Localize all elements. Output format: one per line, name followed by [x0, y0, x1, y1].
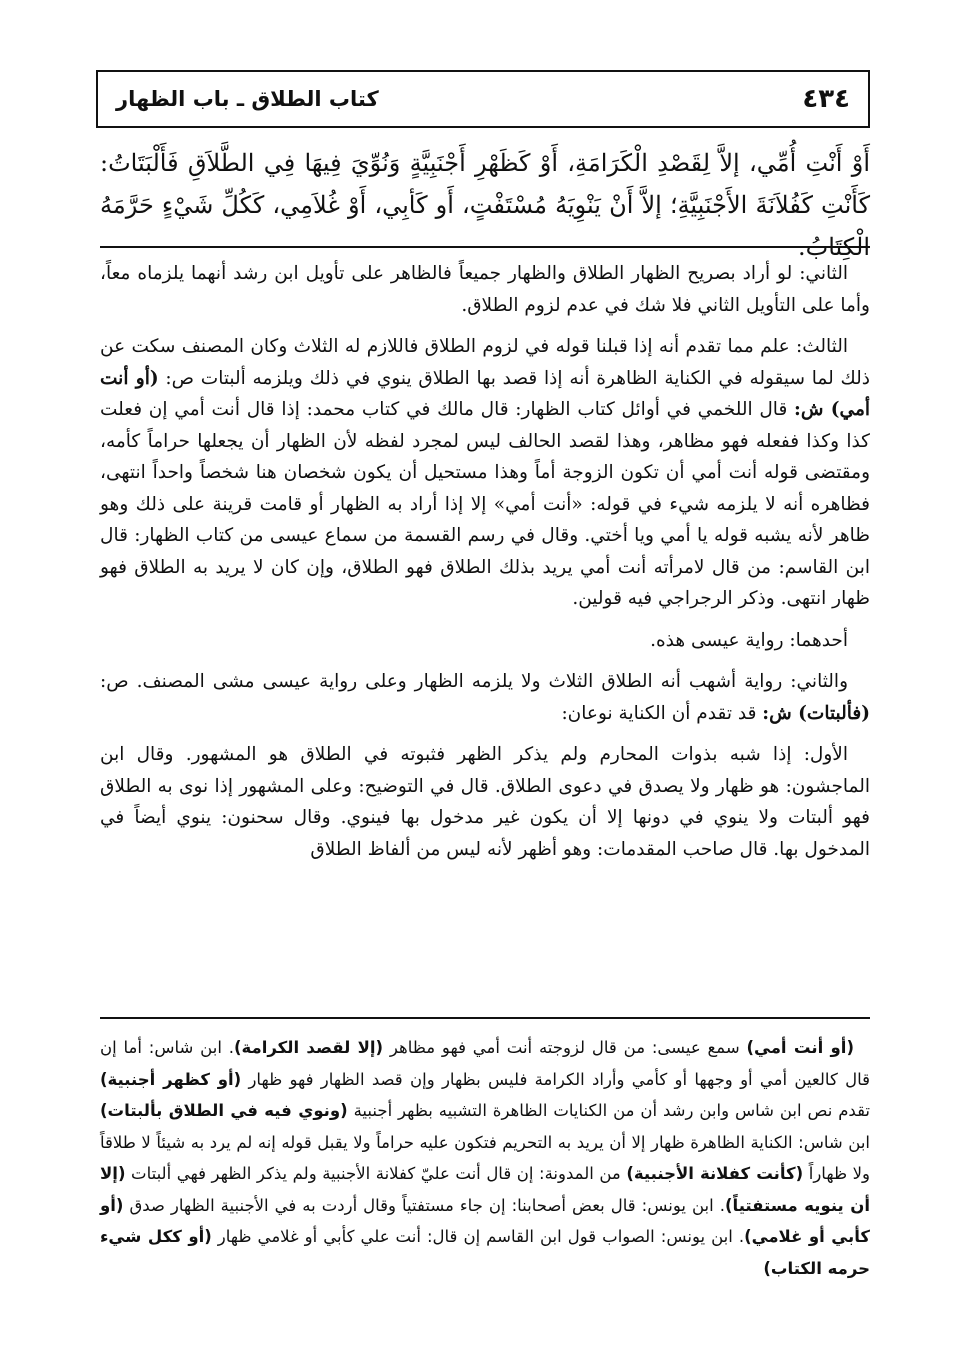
note-bold-5: (كأنت كفلانة الأجنبية): [626, 1164, 804, 1183]
footnotes: [100, 1032, 870, 1284]
page-number: ٤٣٤: [802, 84, 850, 114]
note-text-7: . ابن يونس: الصواب قول ابن القاسم إن قال: أنت علي كأبي أو غلامي ظهار: [211, 1227, 745, 1246]
note-text-1: سمع عيسى: من قال لزوجته أنت أمي فهو مظاهر: [383, 1038, 747, 1057]
paragraph-2-text-a: الثالث: علم مما تقدم أنه إذا قبلنا قوله في لزوم الطلاق فاللازم له الثلاث وكان المصنف سكت عن ذلك لما سيقوله في الكناية الظاهرة أنه إذا قصد بها الطلاق ينوي في ذلك ويلزمه ألبتات ص:: [100, 336, 870, 389]
commentary-paragraph-5: الأول: إذا شبه بذوات المحارم ولم يذكر الظهر فثبوته في الطلاق هو المشهور. وقال ابن الماجشون: هو ظهار ولا يصدق في دعوى الطلاق. قال في التوضيح: وعلى المشهور إذا نوى به الطلاق فهو ألبتات ولا ينوي في دونها إلا أن يكون غير مدخول بها فينوي. وقال سحنون: ينوي أيضاً في المدخول بها. قال صاحب المقدمات: وهو أظهر لأنه ليس من ألفاظ الطلاق: [100, 744, 870, 860]
divider-top: [100, 246, 870, 248]
commentary-paragraph-1: الثاني: لو أراد بصريح الظهار الطلاق والظهار جميعاً فالظاهر على تأويل ابن رشد أنهما يلزماه معاً، وأما على التأويل الثاني فلا شك في عدم لزوم الطلاق.: [100, 263, 870, 316]
commentary: [100, 258, 870, 875]
paragraph-4-text-c: قد تقدم أن الكناية نوعان:: [561, 702, 763, 724]
divider-footnotes: [100, 1017, 870, 1019]
note-text-6: . ابن يونس: قال بعض أصحابنا: إن جاء مستفتياً وقال أردت به في الأجنبية الظهار صدق: [123, 1195, 725, 1215]
commentary-paragraph-2: [100, 331, 870, 615]
paragraph-2-bold: (أو أنت أمي) ش:: [100, 367, 870, 420]
main-text: أَوْ أَنْتِ أُمِّي، إلاَّ لِقَصْدِ الْكَرَامَةِ، أَوْ كَظَهْرِ أَجْنَبِيَّةٍ وَنُوِّيَ فِيهَا فِي الطَّلاَقِ فَأَلْبَتَاتُ: كَأَنْتِ كَفُلاَنَةَ الأَجْنَبِيَّةِ؛ إلاَّ أَنْ يَنْوِيَهُ مُسْتَفْتٍ، أَو كَأبِي، أَوْ غُلاَمِي، كَكُلِّ شَيْءٍ حَرَّمَهُ الْكِتَابُ.: [100, 149, 870, 261]
note-bold-8: (أو ككل شيء حرمه الكتاب): [100, 1227, 870, 1278]
paragraph-2-text-c: قال اللخمي في أوائل كتاب الظهار: قال مالك في كتاب محمد: إذا قال أنت أمي إن فعلت كذا وكذا ففعله فهو مظاهر، وهذا لقصد الحالف ليس لمجرد لفظه لأن الظهار أن يجعلها حراماً كأمه، ومقتضى قوله أنت أمي أن تكون الزوجة أماً وهذا مستحيل أن يكون شخصان هنا شخصاً واحداً انتهى، فظاهره أنه لا يلزمه شيء في قوله: «أنت أمي» إلا إذا أراد به الظهار أو قامت قرينة على ذلك وهو ظاهر لأنه يشبه قوله يا أمي ويا أختي. وقال في رسم القسمة من سماع عيسى من كتاب الظهار: قال ابن القاسم: من قال لامرأته أنت أمي يريد بذلك الطلاق فهو الطلاق، وإن كان لا يريد به الطلاق فهو ظهار انتهى. وذكر الرجراجي فيه قولين.: [100, 399, 870, 609]
footnote-paragraph: [100, 1032, 870, 1284]
commentary-paragraph-4: [100, 666, 870, 729]
note-bold-7: (أو كأبي أو غلامي): [100, 1195, 870, 1246]
note-bold-4: (ونوي فيه في الطلاق بألبتات): [100, 1101, 348, 1120]
note-bold-2: (إلا لقصد الكرامة): [233, 1038, 384, 1057]
note-text-2: . ابن شاس: أما إن قال كالعين أمي أو وجهها أو كأمي وأراد الكرامة فليس بظهار وإن قصد الظهار فهو ظهار: [100, 1038, 870, 1089]
note-bold-6: (إلا أن ينويه مستفتياً): [100, 1164, 870, 1215]
note-text-3: تقدم نص ابن شاس وابن رشد أن من الكنايات الظاهرة التشبيه بظهر أجنبية: [347, 1101, 871, 1120]
note-text-4: ابن شاس: الكناية الظاهرة ظهار إلا أن يريد به التحريم فتكون عليه حراماً ولا يقبل قوله إنه لم يرد به شيئاً لا طلاقاً ولا ظهاراً: [100, 1132, 871, 1183]
note-text-5: من المدونة: إن قال أنت عليّ كفلانة الأجنبية ولم يذكر الظهر فهي ألبتات: [125, 1164, 627, 1183]
paragraph-4-bold: (فألبتات) ش:: [762, 702, 870, 724]
commentary-paragraph-3: أحدهما: رواية عيسى هذه.: [650, 629, 848, 651]
paragraph-4-text-a: والثاني: رواية أشهب أنه الطلاق الثلاث ولا يلزمه الظهار وعلى رواية عيسى مشى المصنف. ص:: [100, 671, 848, 692]
running-title: كتاب الطلاق ـ باب الظهار: [116, 87, 379, 111]
note-bold-3: (أو كظهر أجنبية): [100, 1069, 242, 1089]
page-header: [96, 70, 870, 128]
note-bold-1: (أو أنت أمي): [746, 1038, 854, 1057]
